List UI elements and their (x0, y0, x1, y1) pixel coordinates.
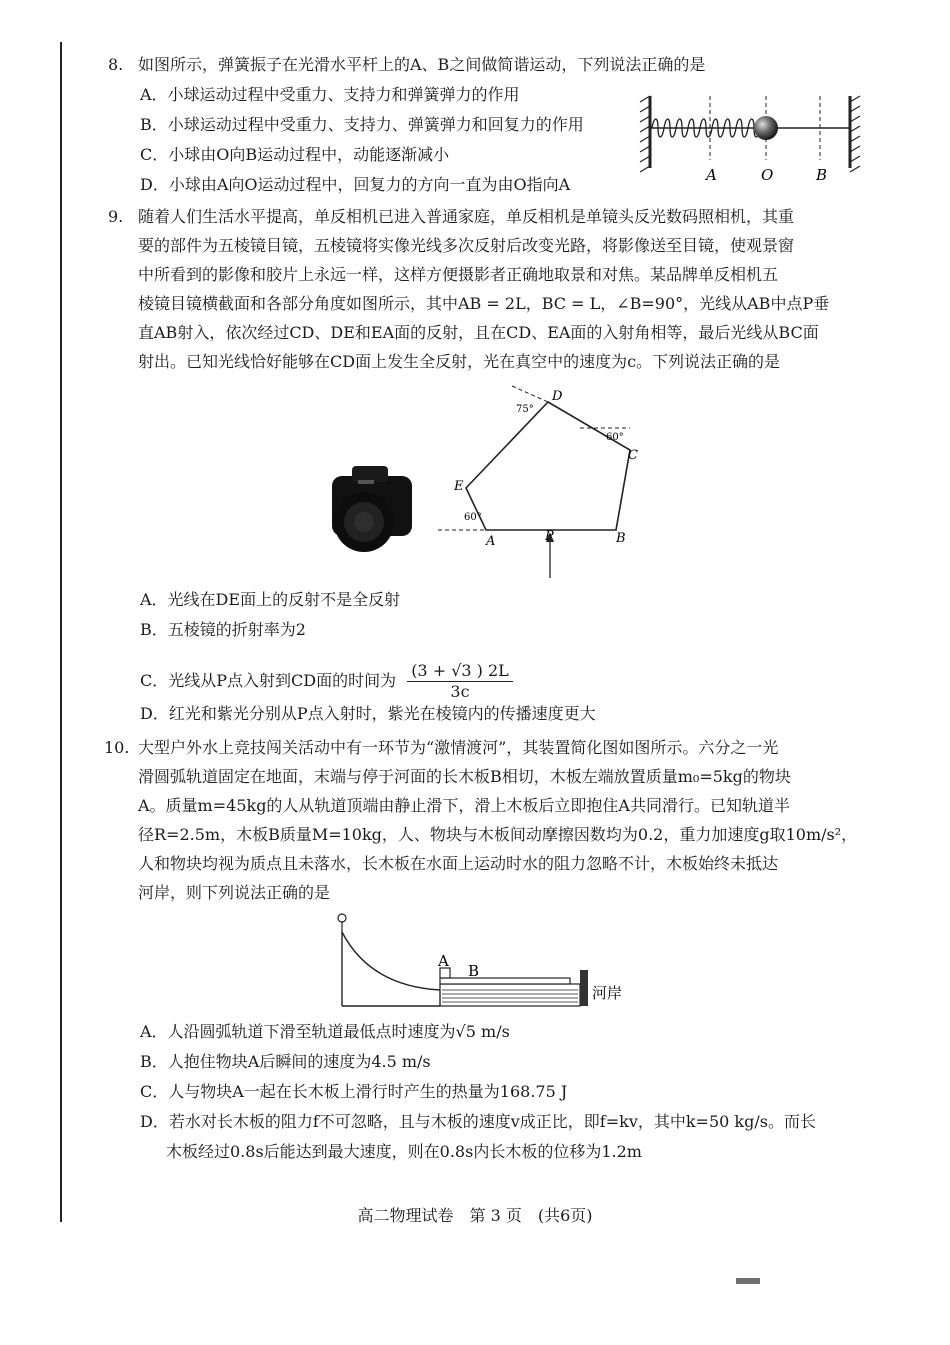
label-b: B (816, 166, 828, 184)
q10-option-d-cont: 木板经过0.8s后能达到最大速度，则在0.8s内长木板的位移为1.2m (166, 1142, 642, 1161)
q8-option-d[interactable]: D．小球由A向O运动过程中，回复力的方向一直为由O指向A (140, 175, 571, 194)
q9-number: 9. (108, 207, 124, 226)
page-footer: 高二物理试卷 第 3 页 (共6页) (357, 1206, 593, 1225)
point-c: C (628, 448, 638, 463)
label-a: A (706, 166, 717, 184)
time-fraction: $\frac{(3 + √3 ) 2L}{3c}$ (407, 661, 513, 702)
point-d: D (552, 389, 563, 404)
point-a: A (486, 534, 496, 549)
q10-stem: 大型户外水上竞技闯关活动中有一环节为“激情渡河”，其装置简化图如图所示。六分之一光 滑圆弧轨道固定在地面，末端与停于河面的长木板B相切，木板左端放置质量m₀=5kg的物块 A。质量m=45kg的人从轨道顶端由静止滑下，滑上木板后立即抱住A共同滑行。已知轨道半 径R=2.5m，木板B质量M=10kg，人、物块与木板间动摩擦因数均为0.2，重力加速度g取10m/s²， 人和物块均视为质点且未落水，长木板在水面上运动时水的阻力忽略不计，木板始终未抵达 河岸，则下列说法正确的是 (138, 738, 858, 902)
angle-60-c: 60° (606, 432, 624, 443)
label-board-b: B (468, 962, 480, 980)
point-p: P (545, 529, 554, 544)
q8-option-b[interactable]: B．小球运动过程中受重力、支持力、弹簧弹力和回复力的作用 (140, 115, 584, 134)
q8-option-c[interactable]: C．小球由O向B运动过程中，动能逐渐减小 (140, 145, 450, 164)
q8-stem: 如图所示，弹簧振子在光滑水平杆上的A、B之间做简谐运动，下列说法正确的是 (138, 55, 706, 74)
pentaprism-figure (430, 380, 650, 580)
q9-option-c[interactable]: C．光线从P点入射到CD面的时间为 $\frac{(3 + √3 ) 2L}{3c}$ (140, 661, 513, 702)
spring-oscillator-figure (636, 88, 866, 188)
q10-option-c[interactable]: C．人与物块A一起在长木板上滑行时产生的热量为168.75 J (140, 1082, 568, 1101)
q10-option-b[interactable]: B．人抱住物块A后瞬间的速度为4.5 m/s (140, 1052, 431, 1071)
camera-image (322, 462, 422, 554)
q9-option-d[interactable]: D．红光和紫光分别从P点入射时，紫光在棱镜内的传播速度更大 (140, 704, 596, 723)
angle-60-a: 60° (464, 512, 482, 523)
q10-option-d[interactable]: D．若水对长木板的阻力f不可忽略，且与木板的速度v成正比，即f=kv，其中k=50 kg/s。而长 (140, 1112, 816, 1131)
q9-option-b[interactable]: B．五棱镜的折射率为2 (140, 620, 306, 639)
label-o: O (761, 166, 774, 184)
river-crossing-figure (330, 910, 640, 1010)
q10-option-a[interactable]: A．人沿圆弧轨道下滑至轨道最低点时速度为√5 m/s (140, 1022, 510, 1041)
angle-75: 75° (516, 404, 534, 415)
q8-option-a[interactable]: A．小球运动过程中受重力、支持力和弹簧弹力的作用 (140, 85, 520, 104)
q9-option-a[interactable]: A．光线在DE面上的反射不是全反射 (140, 590, 401, 609)
label-block-a: A (438, 952, 449, 970)
q8-number: 8. (108, 55, 124, 74)
q9-stem: 随着人们生活水平提高，单反相机已进入普通家庭，单反相机是单镜头反光数码照相机，其重 要的部件为五棱镜目镜，五棱镜将实像光线多次反射后改变光路，将影像送至目镜，使观景窗 中所看到的影像和胶片上永远一样，这样方便摄影者正确地取景和对焦。某品牌单反相机五 棱镜目镜横截面和各部分角度如图所示，其中AB = 2L，BC = L，∠B=90°，光线从AB中点P垂 直AB射入，依次经过CD、DE和EA面的反射，且在CD、EA面的入射角相等，最后光线从BC面 射出。已知光线恰好能够在CD面上发生全反射，光在真空中的速度为c。下列说法正确的是 (138, 207, 830, 371)
point-e: E (454, 479, 464, 494)
scan-artifact (736, 1278, 760, 1284)
point-b: B (616, 531, 626, 546)
binding-margin-line (60, 42, 62, 1222)
q10-number: 10. (104, 738, 130, 757)
label-riverbank: 河岸 (592, 984, 623, 1002)
